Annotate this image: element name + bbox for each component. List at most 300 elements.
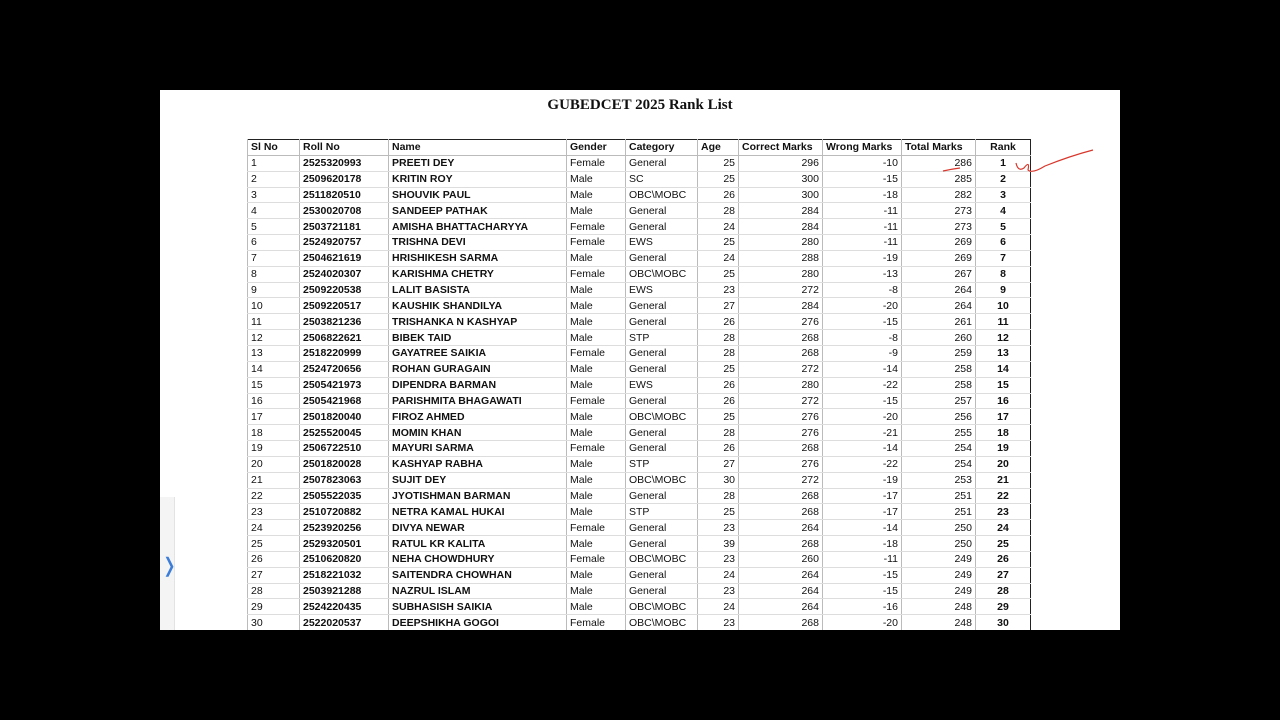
cell-wrong-marks: -19: [823, 250, 902, 266]
cell-total-marks: 249: [902, 583, 976, 599]
table-row: [248, 472, 1031, 488]
table-row: [248, 456, 1031, 472]
cell-sl-no: 28: [248, 583, 300, 599]
cell-sl-no: 22: [248, 488, 300, 504]
cell-sl-no: 18: [248, 425, 300, 441]
cell-category: General: [626, 583, 698, 599]
cell-correct-marks: 268: [739, 441, 823, 457]
cell-category: EWS: [626, 377, 698, 393]
cell-total-marks: 273: [902, 219, 976, 235]
cell-rank: 12: [976, 330, 1031, 346]
table-row: [248, 504, 1031, 520]
cell-roll-no: 2507823063: [300, 472, 389, 488]
cell-rank: 14: [976, 361, 1031, 377]
cell-wrong-marks: -16: [823, 599, 902, 615]
cell-correct-marks: 296: [739, 155, 823, 171]
cell-rank: 21: [976, 472, 1031, 488]
cell-name: KARISHMA CHETRY: [389, 266, 567, 282]
cell-correct-marks: 264: [739, 520, 823, 536]
cell-gender: Male: [567, 504, 626, 520]
cell-name: DEEPSHIKHA GOGOI: [389, 615, 567, 630]
cell-age: 23: [698, 520, 739, 536]
cell-name: NEHA CHOWDHURY: [389, 551, 567, 567]
cell-sl-no: 27: [248, 567, 300, 583]
cell-correct-marks: 272: [739, 361, 823, 377]
document-page: [160, 90, 1120, 630]
table-row: [248, 219, 1031, 235]
column-header-category: Category: [626, 140, 698, 156]
cell-sl-no: 9: [248, 282, 300, 298]
table-row: [248, 345, 1031, 361]
cell-total-marks: 260: [902, 330, 976, 346]
cell-sl-no: 17: [248, 409, 300, 425]
cell-wrong-marks: -20: [823, 615, 902, 630]
cell-age: 23: [698, 551, 739, 567]
cell-name: TRISHANKA N KASHYAP: [389, 314, 567, 330]
cell-roll-no: 2524220435: [300, 599, 389, 615]
cell-wrong-marks: -11: [823, 219, 902, 235]
cell-age: 26: [698, 441, 739, 457]
cell-sl-no: 25: [248, 536, 300, 552]
cell-rank: 6: [976, 235, 1031, 251]
cell-total-marks: 264: [902, 282, 976, 298]
cell-age: 26: [698, 187, 739, 203]
cell-rank: 4: [976, 203, 1031, 219]
cell-total-marks: 264: [902, 298, 976, 314]
cell-roll-no: 2525320993: [300, 155, 389, 171]
cell-age: 28: [698, 488, 739, 504]
cell-wrong-marks: -18: [823, 536, 902, 552]
cell-sl-no: 30: [248, 615, 300, 630]
cell-roll-no: 2525520045: [300, 425, 389, 441]
cell-name: SHOUVIK PAUL: [389, 187, 567, 203]
cell-category: General: [626, 298, 698, 314]
cell-category: General: [626, 425, 698, 441]
cell-category: OBC\MOBC: [626, 409, 698, 425]
cell-wrong-marks: -11: [823, 235, 902, 251]
cell-category: General: [626, 314, 698, 330]
cell-rank: 11: [976, 314, 1031, 330]
cell-total-marks: 261: [902, 314, 976, 330]
cell-age: 25: [698, 266, 739, 282]
cell-gender: Male: [567, 171, 626, 187]
cell-age: 27: [698, 456, 739, 472]
cell-roll-no: 2506722510: [300, 441, 389, 457]
cell-age: 26: [698, 393, 739, 409]
cell-category: General: [626, 250, 698, 266]
column-header-sl-no: Sl No: [248, 140, 300, 156]
table-row: [248, 599, 1031, 615]
cell-category: SC: [626, 171, 698, 187]
cell-wrong-marks: -22: [823, 377, 902, 393]
cell-roll-no: 2509220538: [300, 282, 389, 298]
cell-category: STP: [626, 504, 698, 520]
cell-total-marks: 255: [902, 425, 976, 441]
cell-sl-no: 16: [248, 393, 300, 409]
cell-category: STP: [626, 456, 698, 472]
cell-wrong-marks: -19: [823, 472, 902, 488]
cell-total-marks: 248: [902, 599, 976, 615]
cell-name: KAUSHIK SHANDILYA: [389, 298, 567, 314]
cell-correct-marks: 260: [739, 551, 823, 567]
cell-category: General: [626, 203, 698, 219]
cell-wrong-marks: -11: [823, 551, 902, 567]
table-row: [248, 520, 1031, 536]
cell-total-marks: 248: [902, 615, 976, 630]
cell-roll-no: 2509220517: [300, 298, 389, 314]
cell-roll-no: 2509620178: [300, 171, 389, 187]
cell-age: 23: [698, 615, 739, 630]
cell-gender: Male: [567, 456, 626, 472]
cell-sl-no: 1: [248, 155, 300, 171]
table-row: [248, 203, 1031, 219]
cell-rank: 22: [976, 488, 1031, 504]
cell-gender: Female: [567, 235, 626, 251]
cell-sl-no: 21: [248, 472, 300, 488]
cell-gender: Male: [567, 187, 626, 203]
cell-gender: Male: [567, 536, 626, 552]
cell-wrong-marks: -17: [823, 504, 902, 520]
cell-correct-marks: 264: [739, 599, 823, 615]
cell-roll-no: 2505421973: [300, 377, 389, 393]
cell-rank: 16: [976, 393, 1031, 409]
cell-name: TRISHNA DEVI: [389, 235, 567, 251]
cell-correct-marks: 272: [739, 393, 823, 409]
cell-correct-marks: 264: [739, 567, 823, 583]
cell-roll-no: 2501820040: [300, 409, 389, 425]
cell-sl-no: 24: [248, 520, 300, 536]
table-row: [248, 551, 1031, 567]
cell-correct-marks: 300: [739, 171, 823, 187]
cell-wrong-marks: -15: [823, 567, 902, 583]
cell-correct-marks: 288: [739, 250, 823, 266]
cell-total-marks: 249: [902, 567, 976, 583]
cell-correct-marks: 276: [739, 314, 823, 330]
cell-wrong-marks: -8: [823, 330, 902, 346]
cell-total-marks: 273: [902, 203, 976, 219]
column-header-name: Name: [389, 140, 567, 156]
cell-total-marks: 269: [902, 250, 976, 266]
cell-gender: Male: [567, 583, 626, 599]
cell-name: SAITENDRA CHOWHAN: [389, 567, 567, 583]
table-row: [248, 377, 1031, 393]
cell-age: 24: [698, 250, 739, 266]
cell-category: General: [626, 393, 698, 409]
cell-sl-no: 8: [248, 266, 300, 282]
cell-gender: Male: [567, 488, 626, 504]
cell-name: PARISHMITA BHAGAWATI: [389, 393, 567, 409]
cell-rank: 8: [976, 266, 1031, 282]
cell-correct-marks: 300: [739, 187, 823, 203]
cell-wrong-marks: -13: [823, 266, 902, 282]
cell-roll-no: 2503921288: [300, 583, 389, 599]
cell-age: 24: [698, 567, 739, 583]
cell-correct-marks: 276: [739, 409, 823, 425]
cell-roll-no: 2505421968: [300, 393, 389, 409]
cell-wrong-marks: -11: [823, 203, 902, 219]
cell-category: General: [626, 536, 698, 552]
cell-sl-no: 23: [248, 504, 300, 520]
cell-name: AMISHA BHATTACHARYYA: [389, 219, 567, 235]
cell-name: ROHAN GURAGAIN: [389, 361, 567, 377]
cell-rank: 9: [976, 282, 1031, 298]
cell-correct-marks: 268: [739, 330, 823, 346]
cell-rank: 7: [976, 250, 1031, 266]
cell-rank: 2: [976, 171, 1031, 187]
cell-sl-no: 5: [248, 219, 300, 235]
table-row: [248, 425, 1031, 441]
cell-age: 28: [698, 203, 739, 219]
cell-correct-marks: 280: [739, 377, 823, 393]
cell-total-marks: 253: [902, 472, 976, 488]
cell-name: RATUL KR KALITA: [389, 536, 567, 552]
cell-gender: Male: [567, 282, 626, 298]
cell-total-marks: 250: [902, 536, 976, 552]
column-header-correct-marks: Correct Marks: [739, 140, 823, 156]
column-header-total-marks: Total Marks: [902, 140, 976, 156]
cell-age: 25: [698, 361, 739, 377]
cell-age: 23: [698, 583, 739, 599]
cell-roll-no: 2504621619: [300, 250, 389, 266]
cell-roll-no: 2529320501: [300, 536, 389, 552]
table-row: [248, 409, 1031, 425]
cell-name: MOMIN KHAN: [389, 425, 567, 441]
cell-total-marks: 259: [902, 345, 976, 361]
cell-wrong-marks: -10: [823, 155, 902, 171]
cell-gender: Male: [567, 314, 626, 330]
table-row: [248, 171, 1031, 187]
cell-sl-no: 7: [248, 250, 300, 266]
cell-sl-no: 20: [248, 456, 300, 472]
table-row: [248, 393, 1031, 409]
cell-correct-marks: 268: [739, 615, 823, 630]
cell-age: 24: [698, 599, 739, 615]
cell-sl-no: 11: [248, 314, 300, 330]
column-header-gender: Gender: [567, 140, 626, 156]
cell-correct-marks: 276: [739, 456, 823, 472]
cell-sl-no: 15: [248, 377, 300, 393]
cell-age: 39: [698, 536, 739, 552]
cell-gender: Male: [567, 250, 626, 266]
table-row: [248, 488, 1031, 504]
table-row: [248, 583, 1031, 599]
cell-correct-marks: 264: [739, 583, 823, 599]
cell-roll-no: 2524920757: [300, 235, 389, 251]
cell-age: 26: [698, 314, 739, 330]
cell-correct-marks: 284: [739, 298, 823, 314]
cell-age: 28: [698, 345, 739, 361]
table-row: [248, 567, 1031, 583]
cell-wrong-marks: -20: [823, 298, 902, 314]
cell-age: 23: [698, 282, 739, 298]
cell-total-marks: 267: [902, 266, 976, 282]
cell-gender: Male: [567, 425, 626, 441]
cell-sl-no: 19: [248, 441, 300, 457]
cell-gender: Female: [567, 219, 626, 235]
cell-category: General: [626, 488, 698, 504]
cell-category: General: [626, 441, 698, 457]
cell-age: 24: [698, 219, 739, 235]
cell-roll-no: 2524720656: [300, 361, 389, 377]
table-row: [248, 615, 1031, 630]
cell-sl-no: 12: [248, 330, 300, 346]
cell-total-marks: 251: [902, 504, 976, 520]
table-row: [248, 536, 1031, 552]
cell-category: OBC\MOBC: [626, 599, 698, 615]
cell-category: General: [626, 520, 698, 536]
cell-correct-marks: 272: [739, 282, 823, 298]
cell-wrong-marks: -15: [823, 314, 902, 330]
cell-correct-marks: 280: [739, 266, 823, 282]
cell-total-marks: 269: [902, 235, 976, 251]
cell-roll-no: 2510720882: [300, 504, 389, 520]
cell-rank: 1: [976, 155, 1031, 171]
cell-sl-no: 2: [248, 171, 300, 187]
cell-gender: Male: [567, 330, 626, 346]
cell-age: 28: [698, 330, 739, 346]
cell-roll-no: 2530020708: [300, 203, 389, 219]
cell-age: 25: [698, 409, 739, 425]
chevron-right-icon[interactable]: ❭: [161, 555, 178, 577]
cell-roll-no: 2503721181: [300, 219, 389, 235]
cell-category: OBC\MOBC: [626, 472, 698, 488]
rank-table: [247, 139, 1031, 630]
cell-gender: Male: [567, 361, 626, 377]
cell-gender: Female: [567, 551, 626, 567]
table-row: [248, 235, 1031, 251]
cell-gender: Female: [567, 615, 626, 630]
cell-rank: 24: [976, 520, 1031, 536]
cell-name: DIPENDRA BARMAN: [389, 377, 567, 393]
cell-category: General: [626, 155, 698, 171]
cell-gender: Male: [567, 599, 626, 615]
cell-gender: Female: [567, 393, 626, 409]
cell-wrong-marks: -20: [823, 409, 902, 425]
cell-roll-no: 2523920256: [300, 520, 389, 536]
cell-wrong-marks: -9: [823, 345, 902, 361]
table-row: [248, 187, 1031, 203]
cell-total-marks: 254: [902, 441, 976, 457]
cell-wrong-marks: -21: [823, 425, 902, 441]
cell-gender: Male: [567, 567, 626, 583]
cell-sl-no: 3: [248, 187, 300, 203]
cell-gender: Male: [567, 377, 626, 393]
cell-roll-no: 2518221032: [300, 567, 389, 583]
cell-total-marks: 257: [902, 393, 976, 409]
cell-correct-marks: 268: [739, 488, 823, 504]
cell-gender: Male: [567, 298, 626, 314]
cell-wrong-marks: -15: [823, 393, 902, 409]
column-header-roll-no: Roll No: [300, 140, 389, 156]
cell-gender: Female: [567, 266, 626, 282]
table-row: [248, 298, 1031, 314]
cell-sl-no: 6: [248, 235, 300, 251]
cell-wrong-marks: -14: [823, 361, 902, 377]
cell-rank: 5: [976, 219, 1031, 235]
cell-rank: 13: [976, 345, 1031, 361]
cell-rank: 17: [976, 409, 1031, 425]
table-row: [248, 282, 1031, 298]
cell-total-marks: 250: [902, 520, 976, 536]
cell-gender: Male: [567, 203, 626, 219]
cell-rank: 29: [976, 599, 1031, 615]
cell-name: KASHYAP RABHA: [389, 456, 567, 472]
cell-rank: 3: [976, 187, 1031, 203]
cell-correct-marks: 272: [739, 472, 823, 488]
cell-gender: Male: [567, 472, 626, 488]
cell-sl-no: 26: [248, 551, 300, 567]
cell-age: 30: [698, 472, 739, 488]
cell-wrong-marks: -15: [823, 583, 902, 599]
cell-wrong-marks: -22: [823, 456, 902, 472]
cell-category: EWS: [626, 235, 698, 251]
cell-name: PREETI DEY: [389, 155, 567, 171]
cell-category: General: [626, 361, 698, 377]
cell-category: STP: [626, 330, 698, 346]
cell-name: HRISHIKESH SARMA: [389, 250, 567, 266]
cell-rank: 10: [976, 298, 1031, 314]
cell-sl-no: 13: [248, 345, 300, 361]
cell-correct-marks: 280: [739, 235, 823, 251]
cell-wrong-marks: -15: [823, 171, 902, 187]
cell-category: General: [626, 345, 698, 361]
cell-roll-no: 2505522035: [300, 488, 389, 504]
table-row: [248, 266, 1031, 282]
cell-name: SANDEEP PATHAK: [389, 203, 567, 219]
cell-total-marks: 254: [902, 456, 976, 472]
cell-gender: Female: [567, 441, 626, 457]
column-header-rank: Rank: [976, 140, 1031, 156]
cell-wrong-marks: -14: [823, 520, 902, 536]
table-row: [248, 441, 1031, 457]
cell-total-marks: 285: [902, 171, 976, 187]
cell-correct-marks: 284: [739, 203, 823, 219]
cell-wrong-marks: -14: [823, 441, 902, 457]
cell-sl-no: 10: [248, 298, 300, 314]
page-title: GUBEDCET 2025 Rank List: [547, 97, 733, 113]
cell-rank: 23: [976, 504, 1031, 520]
cell-roll-no: 2524020307: [300, 266, 389, 282]
table-row: [248, 314, 1031, 330]
cell-total-marks: 256: [902, 409, 976, 425]
cell-sl-no: 14: [248, 361, 300, 377]
cell-category: OBC\MOBC: [626, 187, 698, 203]
cell-roll-no: 2501820028: [300, 456, 389, 472]
cell-correct-marks: 268: [739, 536, 823, 552]
cell-gender: Female: [567, 345, 626, 361]
cell-rank: 19: [976, 441, 1031, 457]
table-row: [248, 250, 1031, 266]
cell-roll-no: 2503821236: [300, 314, 389, 330]
cell-name: DIVYA NEWAR: [389, 520, 567, 536]
cell-roll-no: 2510620820: [300, 551, 389, 567]
cell-roll-no: 2518220999: [300, 345, 389, 361]
cell-age: 26: [698, 377, 739, 393]
cell-gender: Female: [567, 520, 626, 536]
cell-rank: 18: [976, 425, 1031, 441]
cell-wrong-marks: -8: [823, 282, 902, 298]
cell-rank: 15: [976, 377, 1031, 393]
cell-wrong-marks: -17: [823, 488, 902, 504]
cell-age: 28: [698, 425, 739, 441]
cell-total-marks: 258: [902, 361, 976, 377]
cell-rank: 30: [976, 615, 1031, 630]
cell-roll-no: 2511820510: [300, 187, 389, 203]
cell-name: NAZRUL ISLAM: [389, 583, 567, 599]
cell-correct-marks: 276: [739, 425, 823, 441]
table-row: [248, 361, 1031, 377]
table-row: [248, 330, 1031, 346]
